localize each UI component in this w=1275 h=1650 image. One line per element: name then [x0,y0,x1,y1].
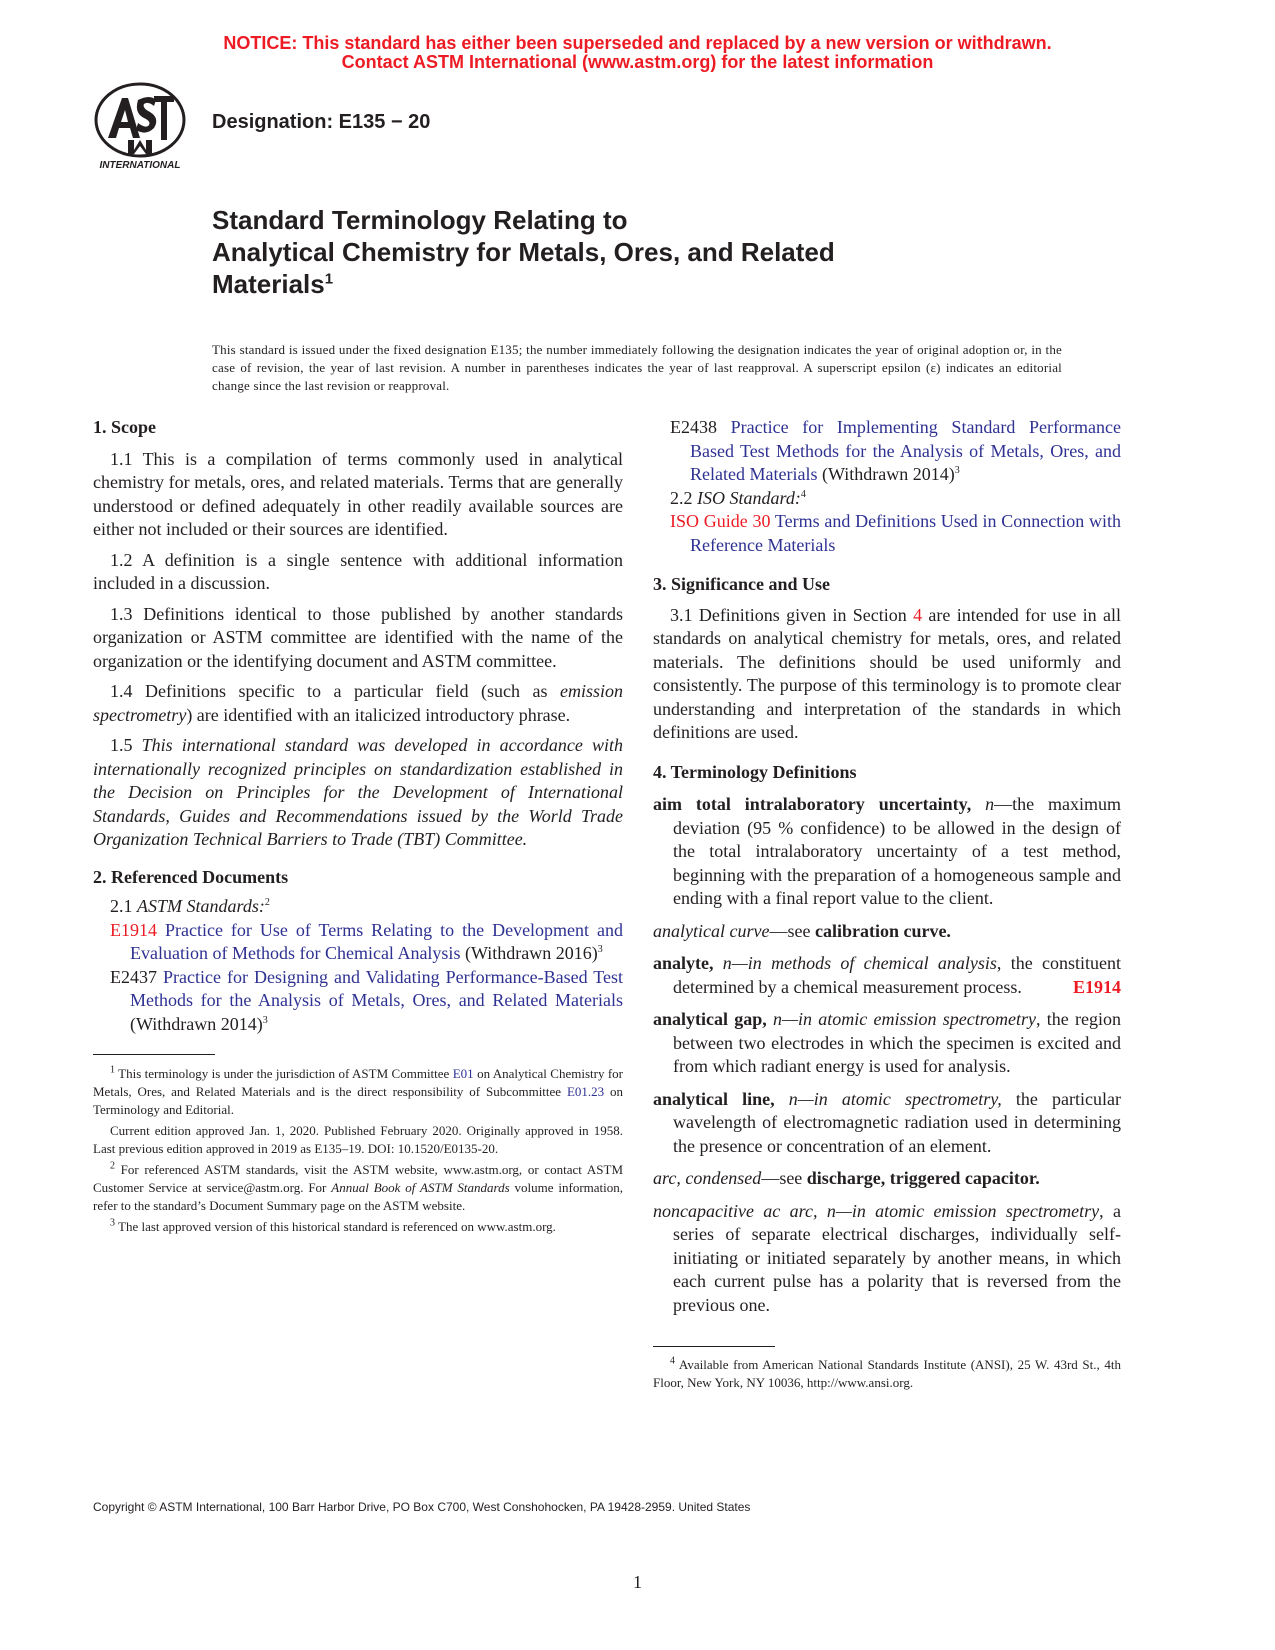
footnote-4: $^4$ Available from American National Standards Institute (ANSI), 25 W. 43rd St., 4th Floor, New York, NY 10036, http://www.ansi.org. [653,1355,1121,1390]
notice-line-2: Contact ASTM International (www.astm.org) for the latest information [341,52,934,72]
title-line-1: Standard Terminology Relating to [212,205,628,235]
page-number: 1 [633,1572,642,1592]
designation: Designation: E135 − 20 [212,111,431,133]
astm-international-logo-icon [88,80,192,172]
title-line-3: Materials$^1$ [212,269,334,299]
section-2-heading: 2. Referenced Documents [93,866,289,887]
section-1-heading: 1. Scope [93,417,156,437]
astm-standards-label: 2.1 ASTM Standards:$^2$ [110,896,270,916]
ref-e1914[interactable]: E1914 Practice for Use of Terms Relating to the Development and Evaluation of Methods for Chemical Analysis (Withdrawn 2016)$^3$ [110,919,624,963]
logo-text: INTERNATIONAL [99,160,181,171]
scope-1-2: 1.2 A definition is a single sentence with additional information included in a discussion. [93,549,623,593]
title-line-2: Analytical Chemistry for Metals, Ores, and Related [212,237,835,267]
term-aim-total: aim total intralaboratory uncertainty, n—the maximum deviation (95 % confidence) to be allowed in the design of the total intralaboratory uncertainty of a test method, beginning with the preparation of a homogeneous sample and ending with a final report value to the client. [653,794,1122,908]
section-3-heading: 3. Significance and Use [653,574,831,594]
left-column [93,416,623,1236]
ref-e2437[interactable]: E2437 Practice for Designing and Validating Performance-Based Test Methods for the Analysis of Metals, Ores, and Related Materials (Withdrawn 2014)$^3$ [110,966,623,1034]
footnote-rule-right [653,1346,775,1347]
footnote-1: $^1$ This terminology is under the jurisdiction of ASTM Committee E01 on Analytical Chemistry for Metals, Ores, and Related Materials and is the direct responsibility of Subcommittee E01.23 on Terminology and Editorial. [93,1064,623,1117]
term-analyte: analyte, n—in methods of chemical analysis, the constituent determined by a chemical measurement process. E1914 [653,953,1121,997]
iso-standard-label: 2.2 ISO Standard:$^4$ [670,487,806,508]
ref-e2438[interactable]: E2438 Practice for Implementing Standard Performance Based Test Methods for the Analysis of Metals, Ores, and Related Materials (Withdrawn 2014)$^3$ [670,417,1121,484]
scope-1-3: 1.3 Definitions identical to those published by another standards organization or ASTM committee are identified with the name of the organization or the identifying document and ASTM committee. [93,603,623,671]
term-analytical-gap: analytical gap, n—in atomic emission spectrometry, the region between two electrodes in which the specimen is excited and from which radiant energy is used for analysis. [653,1009,1121,1076]
scope-1-5: 1.5 This international standard was developed in accordance with internationally recognized principles on standardization established in the Decision on Principles for the Development of International Standards, Guides and Recommendations issued by the World Trade Organization Technical Barriers to Trade (TBT) Committee. [93,735,623,849]
footnote-1-edition: Current edition approved Jan. 1, 2020. Published February 2020. Originally approved in 1958. Last previous edition approved in 2019 as E135–19. DOI: 10.1520/E0135-20. [93,1123,623,1156]
right-column [653,416,1121,1317]
term-analytical-line: analytical line, n—in atomic spectrometry, the particular wavelength of electromagnetic radiation used in determining the presence or concentration of an element. [653,1088,1122,1156]
term-noncapacitive-ac-arc: noncapacitive ac arc, n—in atomic emission spectrometry, a series of separate electrical discharges, individually self-initiating or initiated separately by another means, in which each current pulse has a polarity that is reversed from the previous one. [653,1200,1121,1315]
copyright-footer: Copyright © ASTM International, 100 Barr Harbor Drive, PO Box C700, West Conshohocken, PA 19428-2959. United States [93,1500,751,1514]
scope-1-4: 1.4 Definitions specific to a particular field (such as emission spectrometry) are identified with an italicized introductory phrase. [93,681,623,725]
term-analytical-curve: analytical curve—see calibration curve. [653,920,951,941]
footnote-3: $^3$ The last approved version of this historical standard is referenced on www.astm.org. [110,1217,556,1234]
footnote-rule-left [93,1054,215,1055]
footnotes-left [93,1065,623,1236]
astm-logo [88,80,192,172]
significance-3-1: 3.1 Definitions given in Section 4 are intended for use in all standards on analytical chemistry for metals, ores, and related materials. The definitions should be used uniformly and consistently. The purpose of this terminology is to promote clear understanding and interpretation of the standards in which definitions are used. [653,604,1121,742]
term-arc-condensed: arc, condensed—see discharge, triggered capacitor. [653,1168,1040,1188]
notice-line-1: NOTICE: This standard has either been superseded and replaced by a new version or withdrawn. [223,33,1052,53]
footnote-2: $^2$ For referenced ASTM standards, visit the ASTM website, www.astm.org, or contact ASTM Customer Service at service@astm.org. For Annual Book of ASTM Standards volume information, refer to the standard’s Document Summary page on the ASTM website. [93,1160,624,1213]
section-4-heading: 4. Terminology Definitions [653,761,857,782]
abstract: This standard is issued under the fixed designation E135; the number immediately following the designation indicates the year of original adoption or, in the case of revision, the year of last revision. A number in parentheses indicates the year of last reapproval. A superscript epsilon (ε) indicates an editorial change since the last revision or reapproval. [212,342,1062,393]
ref-iso-guide-30[interactable]: ISO Guide 30 Terms and Definitions Used in Connection with Reference Materials [670,511,1121,555]
scope-1-1: 1.1 This is a compilation of terms commonly used in analytical chemistry for metals, ores, and related materials. Terms that are generally understood or defined adequately in other readily available sources are either not included or their sources are identified. [93,448,623,539]
